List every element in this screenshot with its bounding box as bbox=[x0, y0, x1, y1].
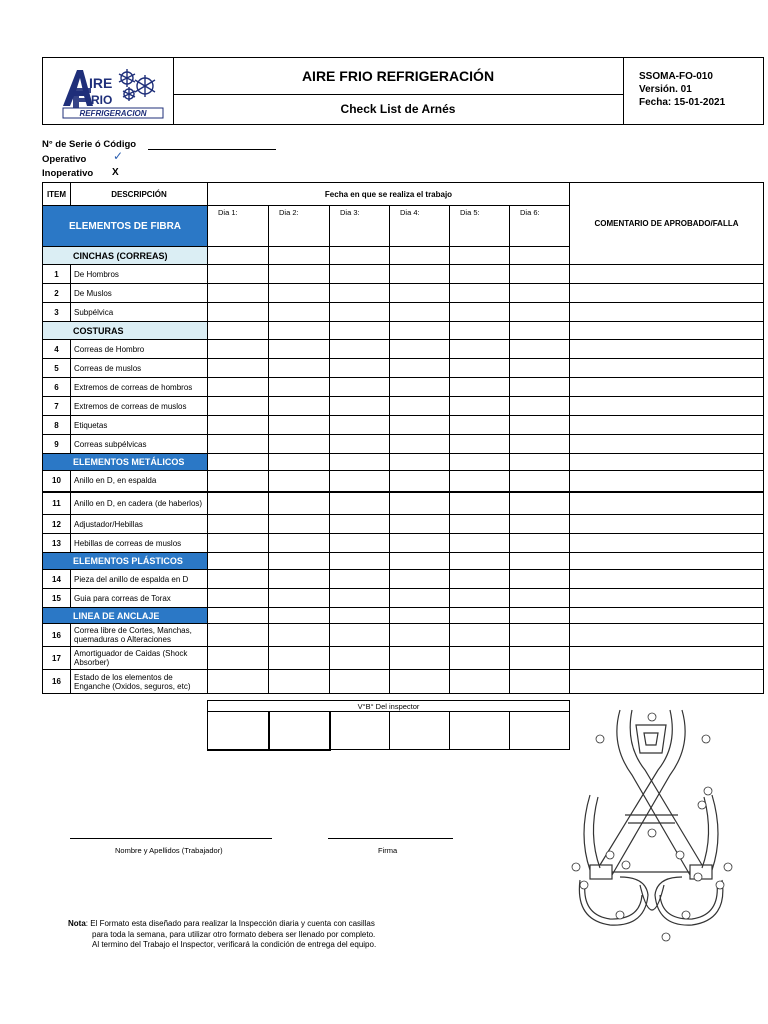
check-cell[interactable] bbox=[208, 624, 269, 647]
check-cell[interactable] bbox=[330, 534, 390, 553]
check-cell[interactable] bbox=[510, 454, 570, 471]
check-cell[interactable] bbox=[390, 340, 450, 359]
section-row bbox=[43, 608, 764, 624]
check-cell[interactable] bbox=[390, 647, 450, 670]
document-title: Check List de Arnés bbox=[340, 102, 456, 116]
section-header: ELEMENTOS METÁLICOS bbox=[43, 454, 208, 471]
item-number: 8 bbox=[43, 416, 71, 435]
check-cell[interactable] bbox=[390, 492, 450, 515]
item-description: Anillo en D, en cadera (de haberlos) bbox=[71, 492, 208, 515]
day-header: Dia 3: bbox=[330, 206, 390, 247]
check-cell[interactable] bbox=[330, 247, 390, 265]
check-cell[interactable] bbox=[269, 570, 330, 589]
check-cell[interactable] bbox=[390, 589, 450, 608]
section-row bbox=[43, 322, 764, 340]
check-cell[interactable] bbox=[269, 624, 330, 647]
check-cell[interactable] bbox=[390, 670, 450, 694]
check-cell[interactable] bbox=[510, 359, 570, 378]
check-cell[interactable] bbox=[450, 515, 510, 534]
check-cell[interactable] bbox=[390, 515, 450, 534]
check-cell[interactable] bbox=[510, 534, 570, 553]
check-cell[interactable] bbox=[208, 670, 269, 694]
section-row bbox=[43, 454, 764, 471]
check-cell[interactable] bbox=[450, 534, 510, 553]
check-cell[interactable] bbox=[269, 492, 330, 515]
check-cell[interactable] bbox=[269, 340, 330, 359]
check-cell[interactable] bbox=[330, 647, 390, 670]
check-cell[interactable] bbox=[269, 534, 330, 553]
check-cell[interactable] bbox=[510, 397, 570, 416]
serial-label: N° de Serie ó Código bbox=[42, 139, 137, 150]
check-cell[interactable] bbox=[510, 247, 570, 265]
check-cell[interactable] bbox=[510, 265, 570, 284]
comment-cell[interactable] bbox=[570, 570, 764, 589]
table-row bbox=[43, 265, 764, 284]
check-cell[interactable] bbox=[330, 303, 390, 322]
item-description: Adjustador/Hebillas bbox=[71, 515, 208, 534]
item-number: 15 bbox=[43, 589, 71, 608]
item-number: 10 bbox=[43, 471, 71, 492]
day-header: Dia 6: bbox=[510, 206, 570, 247]
check-cell[interactable] bbox=[510, 284, 570, 303]
check-cell[interactable] bbox=[390, 359, 450, 378]
check-cell[interactable] bbox=[390, 416, 450, 435]
document-version: Versión. 01 bbox=[639, 84, 692, 95]
check-cell[interactable] bbox=[269, 454, 330, 471]
section-cinchas: CINCHAS (CORREAS) bbox=[43, 247, 208, 265]
check-cell[interactable] bbox=[390, 303, 450, 322]
check-cell[interactable] bbox=[450, 247, 510, 265]
comment-cell[interactable] bbox=[570, 284, 764, 303]
check-cell[interactable] bbox=[390, 553, 450, 570]
worker-name-line[interactable] bbox=[70, 838, 272, 839]
serial-field-line[interactable] bbox=[148, 149, 276, 150]
check-cell[interactable] bbox=[510, 322, 570, 340]
check-cell[interactable] bbox=[330, 397, 390, 416]
inspector-sign-cell[interactable] bbox=[208, 712, 269, 750]
check-cell[interactable] bbox=[510, 515, 570, 534]
section-row bbox=[43, 553, 764, 570]
item-number: 16 bbox=[43, 624, 71, 647]
comment-cell[interactable] bbox=[570, 454, 764, 471]
check-cell[interactable] bbox=[450, 608, 510, 624]
check-cell[interactable] bbox=[269, 471, 330, 492]
check-cell[interactable] bbox=[450, 670, 510, 694]
check-cell[interactable] bbox=[510, 570, 570, 589]
comment-cell[interactable] bbox=[570, 378, 764, 397]
nota-line-3: Al termino del Trabajo el Inspector, verificará la condición de entrega del equipo. bbox=[92, 940, 377, 949]
day-header: Dia 1: bbox=[208, 206, 269, 247]
check-cell[interactable] bbox=[450, 570, 510, 589]
check-cell[interactable] bbox=[330, 265, 390, 284]
table-row bbox=[43, 589, 764, 608]
check-cell[interactable] bbox=[208, 397, 269, 416]
check-cell[interactable] bbox=[208, 608, 269, 624]
check-cell[interactable] bbox=[450, 471, 510, 492]
nota-block bbox=[68, 919, 376, 951]
worker-name-label: Nombre y Apellidos (Trabajador) bbox=[115, 846, 223, 855]
item-description: Guia para correas de Torax bbox=[71, 589, 208, 608]
section-elementos-fibra: ELEMENTOS DE FIBRA bbox=[43, 206, 208, 247]
item-number: 11 bbox=[43, 492, 71, 515]
check-cell[interactable] bbox=[269, 284, 330, 303]
check-cell[interactable] bbox=[330, 471, 390, 492]
item-description: Correas de Hombro bbox=[71, 340, 208, 359]
comment-cell[interactable] bbox=[570, 397, 764, 416]
check-cell[interactable] bbox=[208, 534, 269, 553]
item-description: De Muslos bbox=[71, 284, 208, 303]
checklist-table bbox=[42, 182, 764, 694]
check-cell[interactable] bbox=[390, 378, 450, 397]
check-cell[interactable] bbox=[208, 340, 269, 359]
check-cell[interactable] bbox=[450, 416, 510, 435]
check-cell[interactable] bbox=[510, 435, 570, 454]
inspector-approval-table bbox=[207, 700, 570, 751]
table-row bbox=[43, 670, 764, 694]
check-cell[interactable] bbox=[450, 397, 510, 416]
harness-diagram bbox=[570, 705, 735, 945]
check-cell[interactable] bbox=[450, 454, 510, 471]
check-cell[interactable] bbox=[450, 589, 510, 608]
col-comment-header: COMENTARIO DE APROBADO/FALLA bbox=[570, 183, 764, 265]
comment-cell[interactable] bbox=[570, 492, 764, 515]
document-code-block bbox=[639, 70, 725, 109]
check-cell[interactable] bbox=[269, 397, 330, 416]
table-row bbox=[43, 534, 764, 553]
inspector-sign-cell[interactable] bbox=[510, 712, 570, 750]
check-icon: ✓ bbox=[113, 149, 124, 163]
item-description: Extremos de correas de muslos bbox=[71, 397, 208, 416]
company-name: AIRE FRIO REFRIGERACIÓN bbox=[173, 58, 623, 95]
table-row bbox=[43, 624, 764, 647]
check-cell[interactable] bbox=[269, 359, 330, 378]
col-fecha-header: Fecha en que se realiza el trabajo bbox=[208, 183, 570, 206]
check-cell[interactable] bbox=[510, 553, 570, 570]
check-cell[interactable] bbox=[330, 416, 390, 435]
inoperativo-mark: X bbox=[112, 167, 119, 178]
table-row bbox=[43, 515, 764, 534]
item-number: 6 bbox=[43, 378, 71, 397]
check-cell[interactable] bbox=[510, 608, 570, 624]
nota-label: Nota bbox=[68, 919, 86, 928]
check-cell[interactable] bbox=[208, 435, 269, 454]
item-number: 3 bbox=[43, 303, 71, 322]
check-cell[interactable] bbox=[208, 359, 269, 378]
comment-cell[interactable] bbox=[570, 589, 764, 608]
day-header: Dia 4: bbox=[390, 206, 450, 247]
item-number: 13 bbox=[43, 534, 71, 553]
header-title-block bbox=[173, 58, 624, 124]
comment-cell[interactable] bbox=[570, 435, 764, 454]
check-cell[interactable] bbox=[330, 515, 390, 534]
check-cell[interactable] bbox=[208, 589, 269, 608]
check-cell[interactable] bbox=[208, 454, 269, 471]
check-cell[interactable] bbox=[269, 416, 330, 435]
comment-cell[interactable] bbox=[570, 534, 764, 553]
check-cell[interactable] bbox=[390, 265, 450, 284]
item-number: 4 bbox=[43, 340, 71, 359]
item-number: 2 bbox=[43, 284, 71, 303]
check-cell[interactable] bbox=[330, 435, 390, 454]
section-header: LINEA DE ANCLAJE bbox=[43, 608, 208, 624]
item-description: Hebillas de correas de muslos bbox=[71, 534, 208, 553]
check-cell[interactable] bbox=[330, 589, 390, 608]
inspector-label: V°B° Del inspector bbox=[208, 701, 570, 712]
check-cell[interactable] bbox=[510, 670, 570, 694]
comment-cell[interactable] bbox=[570, 608, 764, 624]
comment-cell[interactable] bbox=[570, 322, 764, 340]
check-cell[interactable] bbox=[330, 670, 390, 694]
check-cell[interactable] bbox=[330, 492, 390, 515]
item-number: 17 bbox=[43, 647, 71, 670]
table-row bbox=[43, 397, 764, 416]
item-number: 12 bbox=[43, 515, 71, 534]
comment-cell[interactable] bbox=[570, 515, 764, 534]
check-cell[interactable] bbox=[208, 303, 269, 322]
item-number: 5 bbox=[43, 359, 71, 378]
check-cell[interactable] bbox=[330, 284, 390, 303]
document-header bbox=[42, 57, 764, 125]
check-cell[interactable] bbox=[330, 340, 390, 359]
check-cell[interactable] bbox=[208, 265, 269, 284]
check-cell[interactable] bbox=[269, 435, 330, 454]
check-cell[interactable] bbox=[208, 416, 269, 435]
table-row bbox=[43, 647, 764, 670]
table-row bbox=[43, 284, 764, 303]
operativo-label: Operativo bbox=[42, 154, 87, 165]
inspector-sign-cell[interactable] bbox=[269, 712, 330, 750]
check-cell[interactable] bbox=[510, 492, 570, 515]
check-cell[interactable] bbox=[390, 247, 450, 265]
check-cell[interactable] bbox=[510, 471, 570, 492]
item-description: De Hombros bbox=[71, 265, 208, 284]
col-desc-header: DESCRIPCIÓN bbox=[71, 183, 208, 206]
table-row bbox=[43, 378, 764, 397]
check-cell[interactable] bbox=[269, 378, 330, 397]
item-number: 9 bbox=[43, 435, 71, 454]
check-cell[interactable] bbox=[330, 553, 390, 570]
check-cell[interactable] bbox=[269, 303, 330, 322]
inoperativo-label: Inoperativo bbox=[42, 168, 94, 179]
item-number: 1 bbox=[43, 265, 71, 284]
item-description: Etiquetas bbox=[71, 416, 208, 435]
check-cell[interactable] bbox=[450, 265, 510, 284]
check-cell[interactable] bbox=[330, 322, 390, 340]
check-cell[interactable] bbox=[450, 492, 510, 515]
check-cell[interactable] bbox=[208, 515, 269, 534]
check-cell[interactable] bbox=[330, 570, 390, 589]
check-cell[interactable] bbox=[269, 589, 330, 608]
check-cell[interactable] bbox=[450, 340, 510, 359]
check-cell[interactable] bbox=[208, 247, 269, 265]
check-cell[interactable] bbox=[450, 303, 510, 322]
check-cell[interactable] bbox=[390, 570, 450, 589]
check-cell[interactable] bbox=[510, 589, 570, 608]
item-number: 7 bbox=[43, 397, 71, 416]
item-description: Correas de muslos bbox=[71, 359, 208, 378]
signature-line[interactable] bbox=[328, 838, 453, 839]
check-cell[interactable] bbox=[390, 454, 450, 471]
comment-cell[interactable] bbox=[570, 265, 764, 284]
check-cell[interactable] bbox=[208, 570, 269, 589]
check-cell[interactable] bbox=[330, 378, 390, 397]
svg-text:IRE: IRE bbox=[89, 75, 113, 91]
comment-cell[interactable] bbox=[570, 340, 764, 359]
check-cell[interactable] bbox=[510, 416, 570, 435]
check-cell[interactable] bbox=[269, 515, 330, 534]
check-cell[interactable] bbox=[450, 359, 510, 378]
comment-cell[interactable] bbox=[570, 303, 764, 322]
inspector-sign-cell[interactable] bbox=[330, 712, 390, 750]
nota-line-1: : El Formato esta diseñado para realizar la Inspección diaria y cuenta con casillas bbox=[85, 919, 375, 928]
table-row bbox=[43, 340, 764, 359]
svg-text:REFRIGERACION: REFRIGERACION bbox=[79, 109, 147, 118]
check-cell[interactable] bbox=[450, 435, 510, 454]
table-row bbox=[43, 416, 764, 435]
check-cell[interactable] bbox=[208, 284, 269, 303]
document-date: Fecha: 15-01-2021 bbox=[639, 97, 726, 108]
comment-cell[interactable] bbox=[570, 416, 764, 435]
item-description: Pieza del anillo de espalda en D bbox=[71, 570, 208, 589]
check-cell[interactable] bbox=[510, 647, 570, 670]
day-header: Dia 5: bbox=[450, 206, 510, 247]
check-cell[interactable] bbox=[390, 322, 450, 340]
table-row bbox=[43, 435, 764, 454]
check-cell[interactable] bbox=[510, 340, 570, 359]
check-cell[interactable] bbox=[510, 378, 570, 397]
item-description: Amortiguador de Caidas (Shock Absorber) bbox=[71, 647, 208, 670]
inspector-sign-cell[interactable] bbox=[450, 712, 510, 750]
svg-text:RIO: RIO bbox=[91, 93, 113, 107]
check-cell[interactable] bbox=[208, 492, 269, 515]
check-cell[interactable] bbox=[390, 534, 450, 553]
check-cell[interactable] bbox=[330, 624, 390, 647]
check-cell[interactable] bbox=[330, 608, 390, 624]
check-cell[interactable] bbox=[330, 359, 390, 378]
check-cell[interactable] bbox=[269, 647, 330, 670]
section-header: ELEMENTOS PLÁSTICOS bbox=[43, 553, 208, 570]
check-cell[interactable] bbox=[450, 378, 510, 397]
check-cell[interactable] bbox=[269, 608, 330, 624]
check-cell[interactable] bbox=[269, 670, 330, 694]
check-cell[interactable] bbox=[510, 624, 570, 647]
check-cell[interactable] bbox=[390, 284, 450, 303]
item-description: Correas subpélvicas bbox=[71, 435, 208, 454]
check-cell[interactable] bbox=[208, 647, 269, 670]
table-row bbox=[43, 303, 764, 322]
comment-cell[interactable] bbox=[570, 553, 764, 570]
comment-cell[interactable] bbox=[570, 624, 764, 647]
check-cell[interactable] bbox=[269, 247, 330, 265]
nota-line-2: para toda la semana, para utilizar otro formato debera ser llenado por completo. bbox=[92, 929, 376, 939]
check-cell[interactable] bbox=[390, 624, 450, 647]
check-cell[interactable] bbox=[269, 322, 330, 340]
table-row bbox=[43, 471, 764, 492]
signature-label: Firma bbox=[378, 846, 398, 855]
check-cell[interactable] bbox=[390, 397, 450, 416]
comment-cell[interactable] bbox=[570, 670, 764, 694]
item-number: 14 bbox=[43, 570, 71, 589]
comment-cell[interactable] bbox=[570, 647, 764, 670]
check-cell[interactable] bbox=[208, 553, 269, 570]
comment-cell[interactable] bbox=[570, 359, 764, 378]
section-header: COSTURAS bbox=[43, 322, 208, 340]
item-description: Anillo en D, en espalda bbox=[71, 471, 208, 492]
day-header: Dia 2: bbox=[269, 206, 330, 247]
table-row bbox=[43, 359, 764, 378]
check-cell[interactable] bbox=[390, 608, 450, 624]
item-description: Correa libre de Cortes, Manchas, quemaduras o Alteraciones bbox=[71, 624, 208, 647]
table-row bbox=[43, 570, 764, 589]
check-cell[interactable] bbox=[208, 378, 269, 397]
document-code: SSOMA-FO-010 bbox=[639, 71, 713, 82]
check-cell[interactable] bbox=[208, 322, 269, 340]
item-description: Subpélvica bbox=[71, 303, 208, 322]
col-item-header: ITEM bbox=[43, 183, 71, 206]
check-cell[interactable] bbox=[390, 435, 450, 454]
check-cell[interactable] bbox=[510, 303, 570, 322]
item-description: Estado de los elementos de Enganche (Oxidos, seguros, etc) bbox=[71, 670, 208, 694]
check-cell[interactable] bbox=[330, 454, 390, 471]
item-description: Extremos de correas de hombros bbox=[71, 378, 208, 397]
check-cell[interactable] bbox=[450, 647, 510, 670]
inspector-sign-cell[interactable] bbox=[390, 712, 450, 750]
comment-cell[interactable] bbox=[570, 471, 764, 492]
check-cell[interactable] bbox=[450, 624, 510, 647]
check-cell[interactable] bbox=[269, 553, 330, 570]
check-cell[interactable] bbox=[450, 322, 510, 340]
check-cell[interactable] bbox=[450, 284, 510, 303]
check-cell[interactable] bbox=[450, 553, 510, 570]
check-cell[interactable] bbox=[208, 471, 269, 492]
check-cell[interactable] bbox=[390, 471, 450, 492]
table-row bbox=[43, 492, 764, 515]
item-number: 16 bbox=[43, 670, 71, 694]
check-cell[interactable] bbox=[269, 265, 330, 284]
company-logo bbox=[43, 58, 174, 124]
